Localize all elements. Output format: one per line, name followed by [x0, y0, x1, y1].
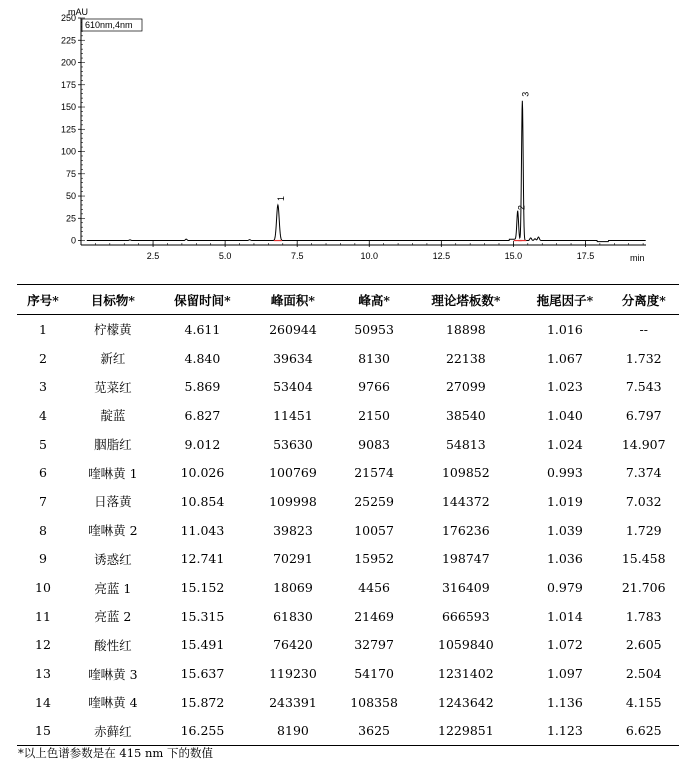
y-tick-label: 225 — [60, 35, 76, 46]
y-tick-label: 200 — [60, 57, 76, 68]
table-cell: 119230 — [269, 666, 317, 682]
table-cell: 亮蓝 1 — [94, 580, 132, 596]
table-cell: 4456 — [358, 580, 390, 596]
table-cell: 喹啉黄 3 — [88, 666, 138, 682]
table-cell: 1.016 — [546, 321, 583, 337]
table-cell: 144372 — [441, 493, 490, 509]
chromatogram-trace — [87, 101, 646, 242]
table-cell: 25259 — [354, 493, 394, 509]
y-tick-label: 25 — [65, 213, 76, 224]
footnote: *以上色谱参数是在 415 nm 下的数值 — [18, 746, 213, 760]
table-cell: 3 — [39, 379, 47, 395]
table-cell: 21469 — [354, 608, 394, 624]
x-tick-label: 5.0 — [218, 251, 232, 261]
table-cell: 10057 — [354, 522, 394, 538]
table-cell: 4.611 — [184, 321, 221, 337]
column-header: 目标物* — [69, 285, 157, 315]
table-cell: 76420 — [273, 637, 313, 653]
peak-label: 1 — [275, 195, 286, 201]
table-cell: 53630 — [273, 436, 313, 452]
table-cell: 21574 — [354, 465, 394, 481]
table-cell: 8190 — [248, 717, 338, 746]
y-tick-label: 150 — [60, 102, 76, 113]
table-cell: 100769 — [269, 465, 317, 481]
table-row — [17, 430, 679, 459]
table-cell: 27099 — [445, 379, 486, 395]
table-cell: 243391 — [269, 694, 317, 710]
table-cell: 日落黄 — [94, 494, 132, 510]
table-cell: 6.797 — [625, 407, 662, 423]
table-cell: 酸性红 — [94, 637, 132, 653]
table-row — [17, 315, 679, 344]
column-header: 理论塔板数* — [410, 285, 521, 315]
x-axis-label: min — [630, 253, 645, 263]
table-cell: 1.067 — [546, 350, 583, 366]
legend-label: 610nm,4nm — [85, 20, 133, 30]
table-cell: 2.504 — [625, 666, 662, 682]
y-tick-label: 75 — [65, 168, 76, 179]
table-cell: 316409 — [441, 580, 490, 596]
table-cell: 喹啉黄 1 — [88, 465, 138, 481]
table-cell: 1.123 — [521, 717, 608, 746]
table-cell: 6 — [39, 465, 47, 481]
table-cell: 666593 — [441, 608, 490, 624]
table-cell: 15952 — [354, 551, 394, 567]
x-tick-label: 12.5 — [432, 251, 451, 261]
table-cell: 1.097 — [546, 666, 583, 682]
table-cell: 6.827 — [184, 407, 221, 423]
table-cell: 1243642 — [438, 694, 494, 710]
table-cell: 198747 — [441, 551, 490, 567]
table-body — [17, 315, 679, 746]
trace-line — [87, 101, 646, 242]
table-cell: 39823 — [273, 522, 313, 538]
table-row — [17, 631, 679, 660]
table-cell: 6.625 — [608, 717, 679, 746]
column-header: 分离度* — [608, 285, 679, 315]
table-cell: 诱惑红 — [94, 551, 132, 567]
table-cell: 1.024 — [546, 436, 583, 452]
table-cell: 10 — [35, 580, 51, 596]
table-row — [17, 487, 679, 516]
table-cell: 1 — [39, 321, 47, 337]
table-cell: 1059840 — [438, 637, 494, 653]
table-cell: 1.040 — [546, 407, 583, 423]
y-tick-label: 0 — [70, 235, 76, 246]
table-cell: 7 — [39, 493, 47, 509]
table-cell: 4 — [39, 407, 47, 423]
table-cell: 2.605 — [625, 637, 662, 653]
table-cell: 176236 — [441, 522, 490, 538]
table-cell: 亮蓝 2 — [94, 609, 132, 625]
table-row — [17, 545, 679, 574]
table-cell: 1.136 — [546, 694, 583, 710]
table-cell: 10.026 — [180, 465, 225, 481]
column-header: 序号* — [17, 285, 69, 315]
table-cell: 4.155 — [625, 694, 662, 710]
table-cell: 53404 — [273, 379, 313, 395]
table-cell: 15.872 — [180, 694, 225, 710]
chart-axes — [81, 18, 646, 245]
table-cell: 15.458 — [621, 551, 666, 567]
table-cell: 54813 — [445, 436, 486, 452]
table-cell: 108358 — [350, 694, 398, 710]
table-cell: 12 — [35, 637, 51, 653]
table-header-row — [17, 285, 679, 315]
y-tick-label: 175 — [60, 79, 76, 90]
table-cell: 1.729 — [625, 522, 662, 538]
table-cell: 1.019 — [546, 493, 583, 509]
table-cell: 1.039 — [546, 522, 583, 538]
table-cell: 喹啉黄 4 — [88, 695, 138, 711]
x-tick-label: 7.5 — [290, 251, 304, 261]
peak-label: 2 — [516, 205, 527, 211]
table-cell: 9.012 — [184, 436, 221, 452]
y-tick-label: 250 — [60, 13, 76, 23]
table-cell: 靛蓝 — [100, 408, 126, 424]
column-header: 峰高* — [338, 285, 411, 315]
table-cell: 2150 — [358, 407, 390, 423]
y-tick-label: 125 — [60, 124, 76, 135]
table-cell: 14.907 — [621, 436, 666, 452]
table-cell: 1.036 — [546, 551, 583, 567]
table-cell: 54170 — [354, 666, 394, 682]
table-cell: 1229851 — [410, 717, 521, 746]
table-cell: 3625 — [338, 717, 411, 746]
y-tick-label: 100 — [60, 146, 76, 157]
table-cell: 苋菜红 — [94, 379, 132, 395]
table-cell: 18069 — [273, 580, 313, 596]
table-row — [17, 717, 679, 746]
table-cell: 32797 — [354, 637, 394, 653]
table-cell: 9766 — [358, 379, 390, 395]
table-cell: 109852 — [441, 465, 490, 481]
table-cell: 9 — [39, 551, 47, 567]
table-cell: 14 — [35, 694, 51, 710]
table-cell: 4.840 — [184, 350, 221, 366]
table-cell: 15 — [17, 717, 69, 746]
table-cell: 15.491 — [180, 637, 225, 653]
table-cell: 10.854 — [180, 493, 225, 509]
table-cell: 5.869 — [184, 379, 221, 395]
table-cell: 13 — [35, 666, 51, 682]
table-cell: 39634 — [273, 350, 313, 366]
x-tick-label: 2.5 — [146, 251, 160, 261]
table-cell: 11 — [35, 608, 51, 624]
table-cell: 1.023 — [546, 379, 583, 395]
table-cell: 22138 — [445, 350, 486, 366]
table-cell: 15.637 — [180, 666, 225, 682]
table-cell: 柠檬黄 — [94, 322, 132, 338]
table-cell: 15.152 — [180, 580, 225, 596]
table-cell: 12.741 — [180, 551, 225, 567]
table-cell: 70291 — [273, 551, 313, 567]
peak-label: 3 — [520, 91, 531, 97]
table-cell: 5 — [39, 436, 47, 452]
x-tick-label: 15.0 — [504, 251, 523, 261]
table-row — [17, 344, 679, 373]
table-row — [17, 401, 679, 430]
table-cell: 18898 — [445, 321, 486, 337]
table-cell: 9083 — [358, 436, 390, 452]
table-cell: 胭脂红 — [94, 437, 132, 453]
table-row — [17, 573, 679, 602]
table-cell: 11451 — [273, 407, 313, 423]
table-row — [17, 688, 679, 717]
table-row — [17, 372, 679, 401]
chromatographic-parameters-table — [17, 284, 679, 746]
table-cell: 11.043 — [180, 522, 225, 538]
chart-labels — [65, 7, 645, 263]
table-cell: 1.783 — [625, 608, 662, 624]
column-header: 峰面积* — [248, 285, 338, 315]
table-row — [17, 516, 679, 545]
table-row — [17, 659, 679, 688]
table-cell: 8130 — [358, 350, 390, 366]
column-header: 保留时间* — [157, 285, 248, 315]
table-cell: 赤藓红 — [69, 717, 157, 746]
y-tick-label: 50 — [65, 191, 76, 202]
table-cell: 21.706 — [621, 580, 666, 596]
table-cell: 0.979 — [546, 580, 583, 596]
table-cell: -- — [639, 321, 648, 337]
table-cell: 喹啉黄 2 — [88, 523, 138, 539]
table-cell: 8 — [39, 522, 47, 538]
table-cell: 109998 — [269, 493, 317, 509]
table-cell: 1.732 — [625, 350, 662, 366]
table-cell: 50953 — [354, 321, 394, 337]
table-cell: 16.255 — [157, 717, 248, 746]
table-cell: 1231402 — [438, 666, 494, 682]
table-cell: 7.032 — [625, 493, 662, 509]
table-cell: 260944 — [269, 321, 317, 337]
table-cell: 61830 — [273, 608, 313, 624]
table-cell: 38540 — [445, 407, 486, 423]
table-cell: 新红 — [100, 351, 126, 367]
table-cell: 2 — [39, 350, 47, 366]
table-cell: 1.072 — [546, 637, 583, 653]
chromatogram-chart — [0, 0, 693, 270]
table-cell: 7.543 — [625, 379, 662, 395]
table-cell: 15.315 — [180, 608, 225, 624]
y-axis-label: mAU — [68, 7, 88, 17]
table-cell: 1.014 — [546, 608, 583, 624]
chart-ticks — [61, 13, 643, 261]
table-cell: 7.374 — [625, 465, 662, 481]
column-header: 拖尾因子* — [521, 285, 608, 315]
table-cell: 0.993 — [546, 465, 583, 481]
x-tick-label: 17.5 — [576, 251, 595, 261]
x-tick-label: 10.0 — [360, 251, 379, 261]
table-row — [17, 602, 679, 631]
table-row — [17, 458, 679, 487]
